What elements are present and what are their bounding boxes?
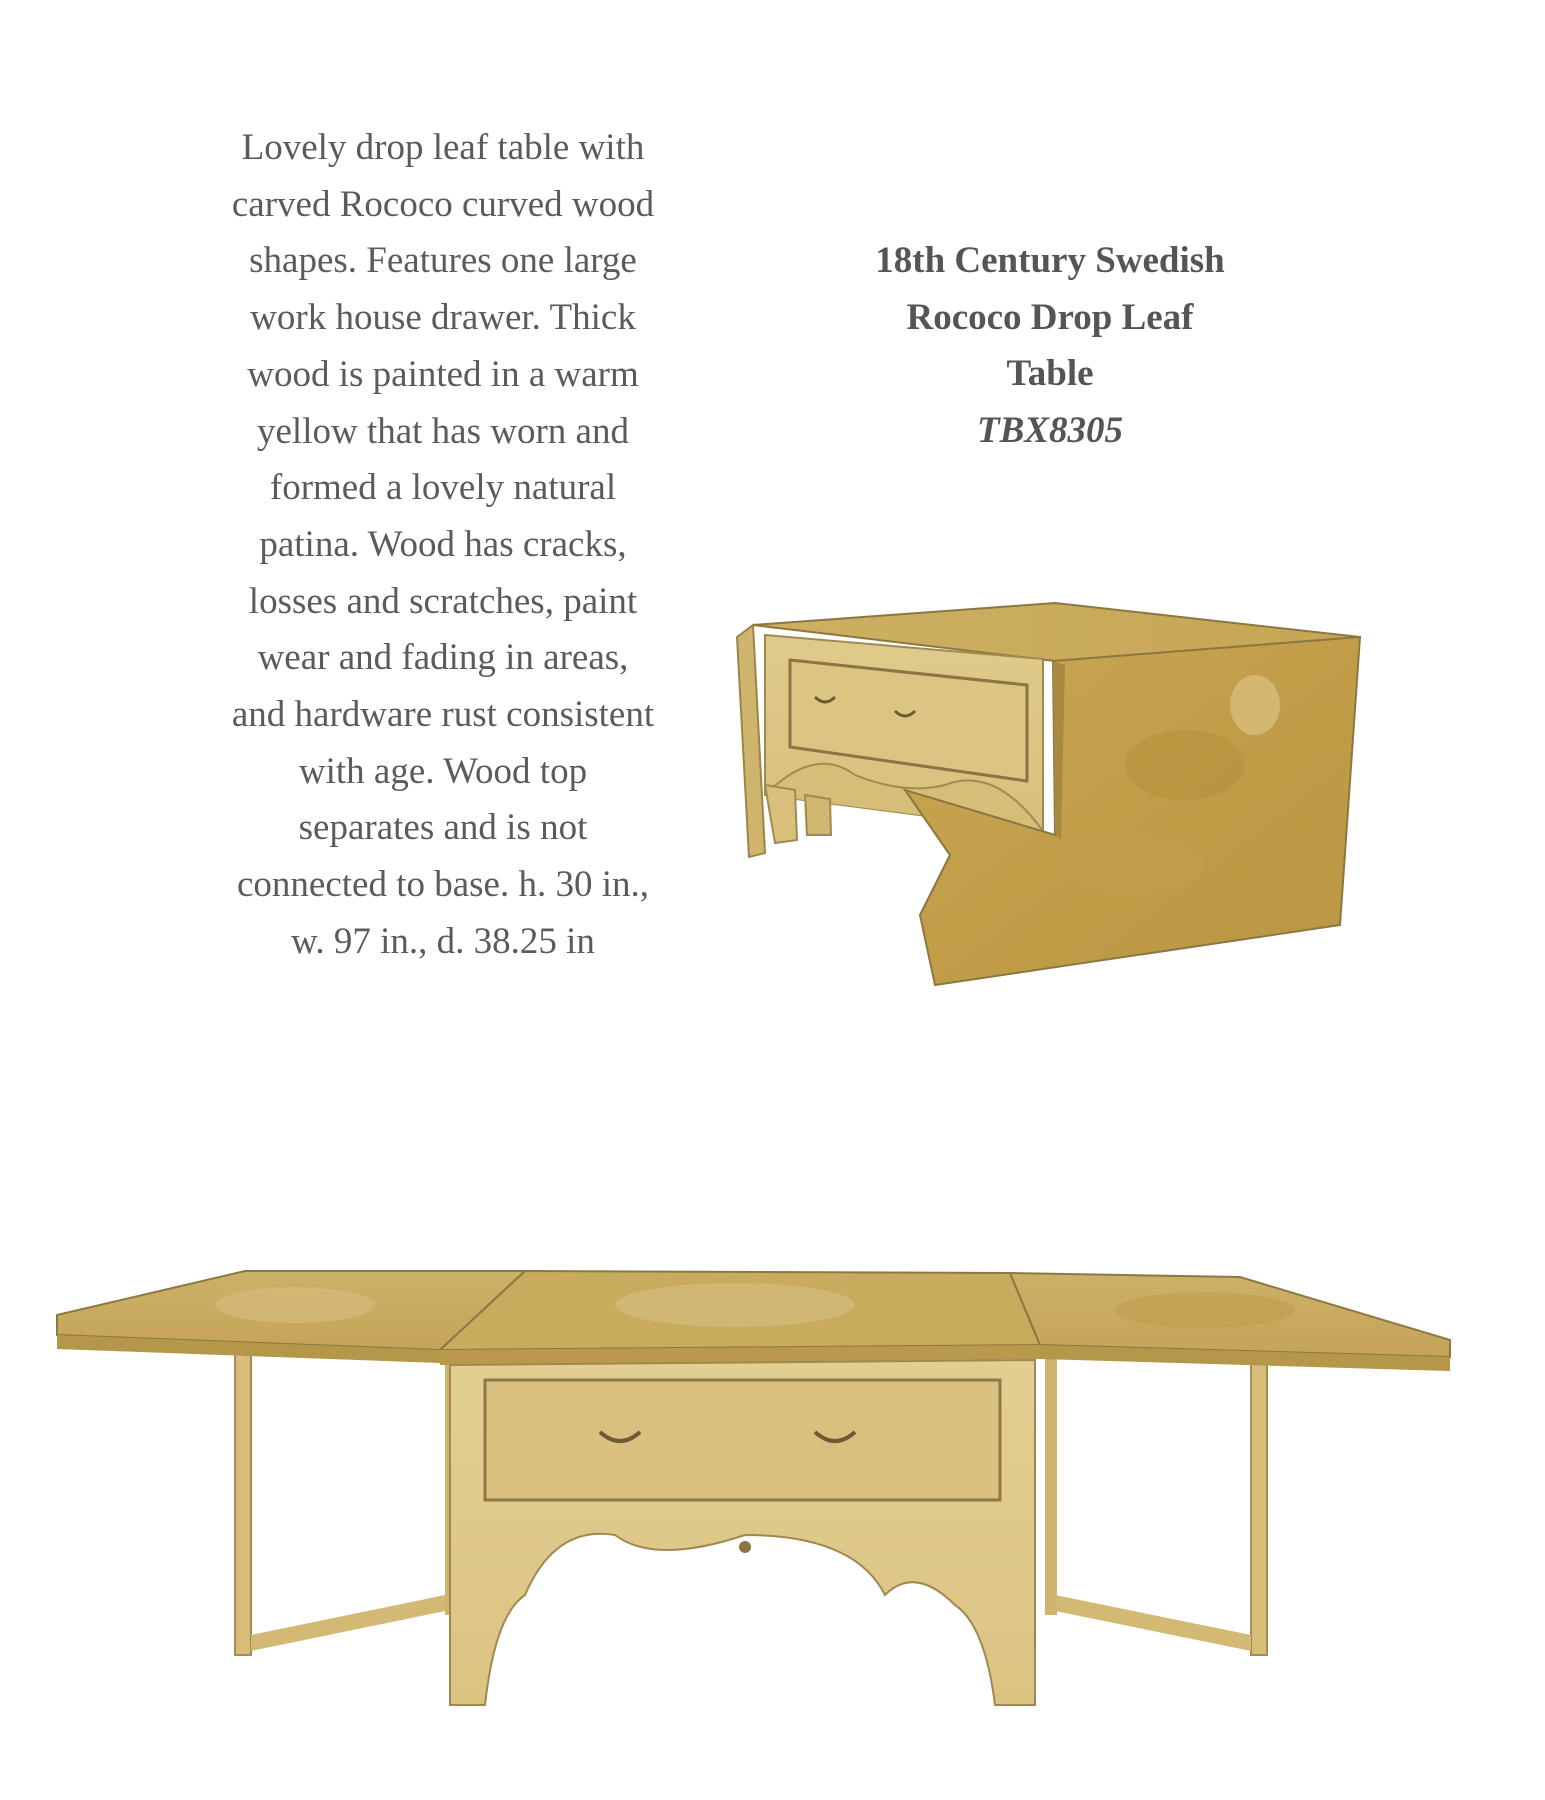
product-description: Lovely drop leaf table with carved Rococo curved wood shapes. Features one large work house drawer. Thick wood is painted in a warm yellow that has worn and formed a lovely natural patina. Wood has cracks, losses and scratches, paint wear and fading in areas, and hardware rust consistent with age. Wood top separates and is not connected to base. h. 30 in., w. 97 in., d. 38.25 in (231, 127, 655, 962)
product-sku: TBX8305 (977, 409, 1123, 451)
product-title-line-1: 18th Century Swedish (875, 240, 1225, 281)
product-title-line-3: Table (1006, 353, 1094, 394)
product-title-block (820, 233, 1280, 459)
table-photo-leaves-extended (55, 1235, 1455, 1725)
table-photo-leaves-down (735, 585, 1410, 1085)
product-title-line-2: Rococo Drop Leaf (906, 296, 1194, 338)
